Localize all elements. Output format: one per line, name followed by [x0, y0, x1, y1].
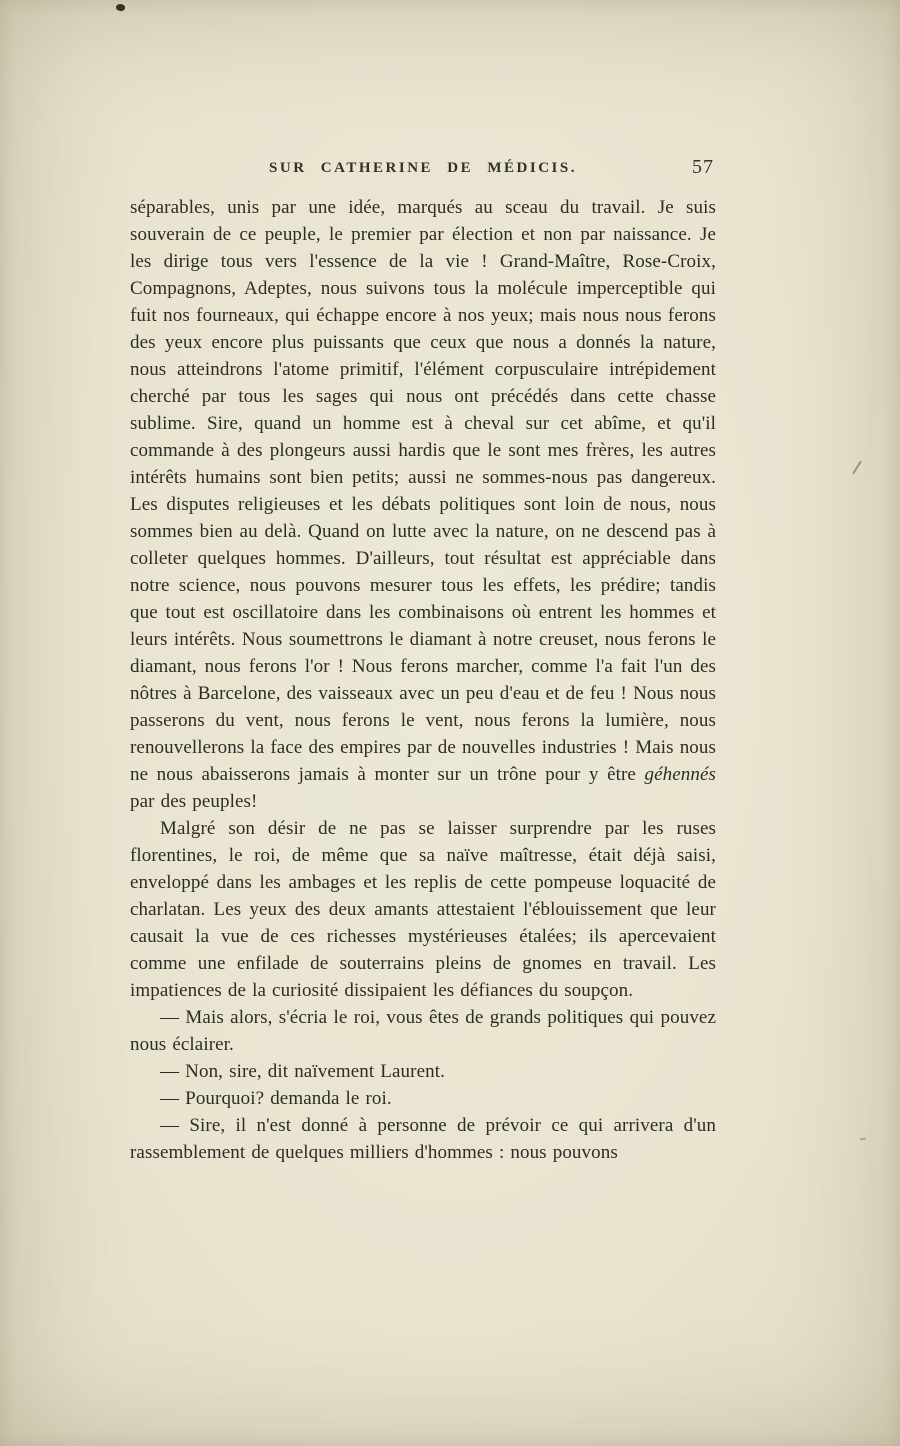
- italic-word: géhennés: [644, 764, 716, 785]
- page-header: [130, 156, 716, 184]
- dialogue-line: — Non, sire, dit naïvement Laurent.: [160, 1061, 445, 1082]
- paragraph-text: par des peuples!: [130, 791, 258, 812]
- page-text-block: [130, 156, 716, 1166]
- scan-artifact-mark: [852, 461, 862, 475]
- dialogue-line: — Pourquoi? demanda le roi.: [160, 1088, 392, 1109]
- paragraph-text: séparables, unis par une idée, marqués au sceau du travail. Je suis souverain de ce peuple, le premier par élection et non par naissance. Je les dirige tous vers l'essence de la vie ! Grand-Maître, Rose-Croix, Compagnons, Adeptes, nous suivons tous la molécule imperceptible qui fuit nos fourneaux, qui échappe encore à nos yeux; mais nous nous ferons des yeux encore plus puissants que ceux que nous a donnés la nature, nous atteindrons l'atome primitif, l'élément corpusculaire intrépidement cherché par tous les sages qui nous ont précédés dans cette chasse sublime. Sire, quand un homme est à cheval sur cet abîme, et qu'il commande à des plongeurs aussi hardis que le sont mes frères, les autres intérêts humains sont bien petits; aussi ne sommes-nous pas dangereux. Les disputes religieuses et les débats politiques sont loin de nous, nous sommes bien au delà. Quand on lutte avec la nature, on ne descend pas à colleter quelques hommes. D'ailleurs, tout résultat est appréciable dans notre science, nous pouvons mesurer tous les effets, les prédire; tandis que tout est oscillatoire dans les combinaisons où entrent les hommes et leurs intérêts. Nous soumettrons le diamant à notre creuset, nous ferons le diamant, nous ferons l'or ! Nous ferons marcher, comme l'a fait l'un des nôtres à Barcelone, des vaisseaux avec un peu d'eau et de feu ! Nous nous passerons du vent, nous ferons le vent, nous ferons la lumière, nous renouvellerons la face des empires par de nouvelles industries ! Mais nous ne nous abaisserons jamais à monter sur un trône pour y être: [130, 197, 716, 785]
- page-body: [130, 194, 716, 1166]
- paragraph: Malgré son désir de ne pas se laisser surprendre par les ruses florentines, le roi, de même que sa naïve maîtresse, était déjà saisi, enveloppé dans les ambages et les replis de cette pompeuse loquacité de charlatan. Les yeux des deux amants attestaient l'éblouissement que leur causait la vue de ces richesses mystérieuses étalées; ils apercevaient comme une enfilade de souterrains pleins de gnomes en travail. Les impatiences de la curiosité dissipaient les défiances du soupçon.: [130, 818, 716, 1001]
- dialogue-line: — Sire, il n'est donné à personne de prévoir ce qui arrivera d'un rassemblement de quelques milliers d'hommes : nous pouvons: [130, 1115, 716, 1163]
- running-title: SUR CATHERINE DE MÉDICIS.: [269, 160, 577, 176]
- paragraph-continuation: [130, 194, 716, 815]
- scan-artifact-mark: [860, 1137, 866, 1140]
- ink-speck: [115, 3, 126, 12]
- page-number: 57: [692, 156, 714, 178]
- dialogue-line: — Mais alors, s'écria le roi, vous êtes de grands politiques qui pouvez nous éclairer.: [130, 1007, 716, 1055]
